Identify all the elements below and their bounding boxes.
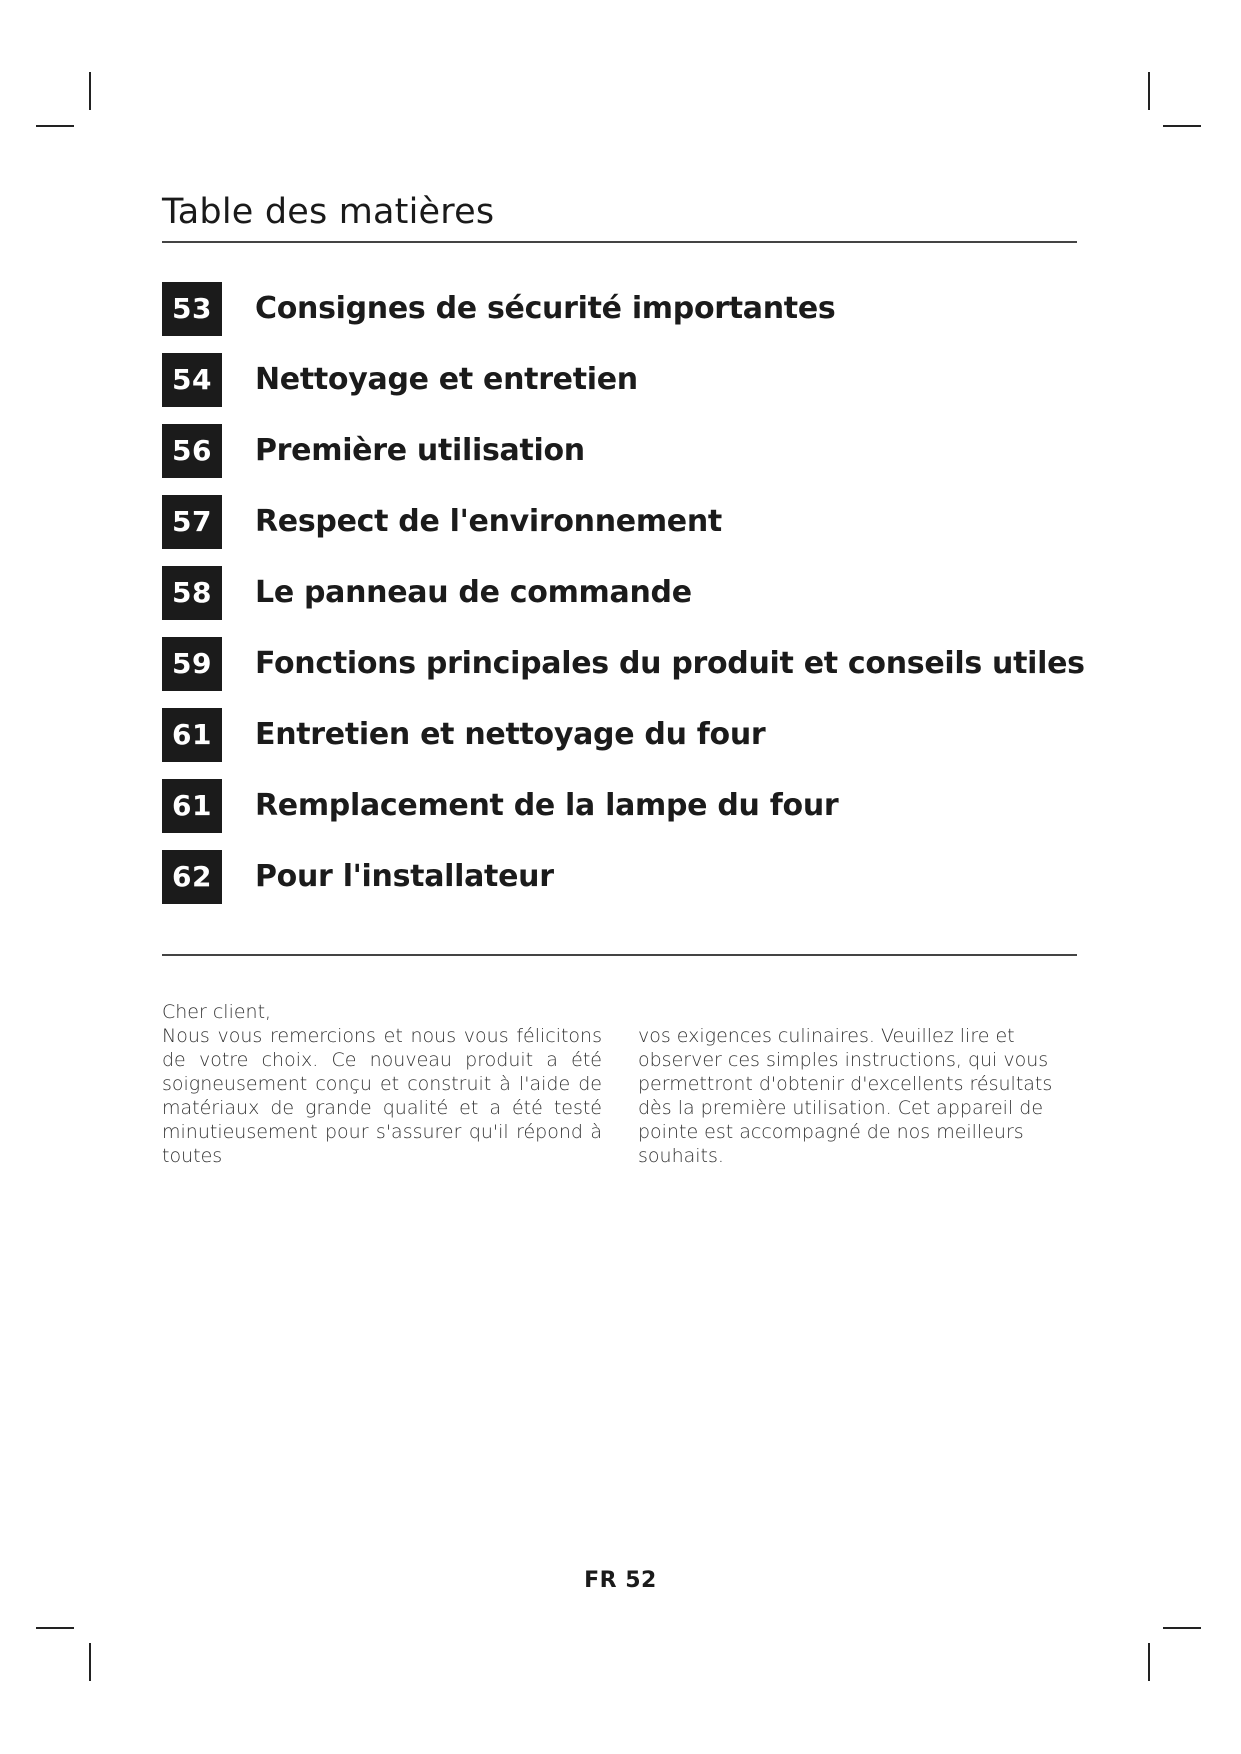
toc-page-number: 61 (162, 708, 222, 762)
toc-label: Fonctions principales du produit et conseils utiles (255, 646, 1085, 681)
toc-page-number: 62 (162, 850, 222, 904)
crop-mark-top-left-horizontal (36, 125, 74, 127)
page-title: Table des matières (162, 192, 495, 232)
intro-greeting: Cher client, (162, 1001, 272, 1023)
toc-page-number: 57 (162, 495, 222, 549)
toc-item[interactable] (162, 566, 1077, 620)
toc-label: Entretien et nettoyage du four (255, 717, 766, 752)
toc-page-number: 53 (162, 282, 222, 336)
intro-column-2: vos exigences culinaires. Veuillez lire et observer ces simples instructions, qui vous permettront d'obtenir d'excellents résultats dès la première utilisation. Cet appareil de pointe est accompagné de nos meilleurs souhaits. (638, 1025, 1053, 1167)
toc-item[interactable] (162, 637, 1085, 691)
toc-page-number: 61 (162, 779, 222, 833)
toc-label: Le panneau de commande (255, 575, 692, 610)
crop-mark-top-left-vertical (89, 72, 91, 110)
toc-label: Consignes de sécurité importantes (255, 291, 836, 326)
intro-column-1: Nous vous remercions et nous vous félicitons de votre choix. Ce nouveau produit a été soigneusement conçu et construit à l'aide de matériaux de grande qualité et a été testé minutieusement pour s'assurer qu'il répond à toutes (162, 1025, 602, 1167)
crop-mark-bottom-right-vertical (1148, 1643, 1150, 1681)
toc-page-number: 59 (162, 637, 222, 691)
toc-label: Pour l'installateur (255, 859, 554, 894)
toc-page-number: 56 (162, 424, 222, 478)
toc-page-number: 58 (162, 566, 222, 620)
toc-label: Respect de l'environnement (255, 504, 722, 539)
page-number: FR 52 (584, 1568, 657, 1593)
crop-mark-bottom-right-horizontal (1163, 1627, 1201, 1629)
toc-item[interactable] (162, 495, 1077, 549)
crop-mark-bottom-left-vertical (89, 1643, 91, 1681)
toc-item[interactable] (162, 282, 1077, 336)
toc-label: Remplacement de la lampe du four (255, 788, 839, 823)
crop-mark-top-right-horizontal (1163, 125, 1201, 127)
toc-page-number: 54 (162, 353, 222, 407)
toc-item[interactable] (162, 353, 1077, 407)
toc-item[interactable] (162, 779, 1077, 833)
crop-mark-top-right-vertical (1148, 72, 1150, 110)
crop-mark-bottom-left-horizontal (36, 1627, 74, 1629)
toc-bottom-divider (162, 954, 1077, 956)
toc-item[interactable] (162, 708, 1077, 762)
toc-label: Nettoyage et entretien (255, 362, 638, 397)
toc-label: Première utilisation (255, 433, 585, 468)
toc-item[interactable] (162, 850, 1077, 904)
title-divider (162, 241, 1077, 243)
toc-item[interactable] (162, 424, 1077, 478)
